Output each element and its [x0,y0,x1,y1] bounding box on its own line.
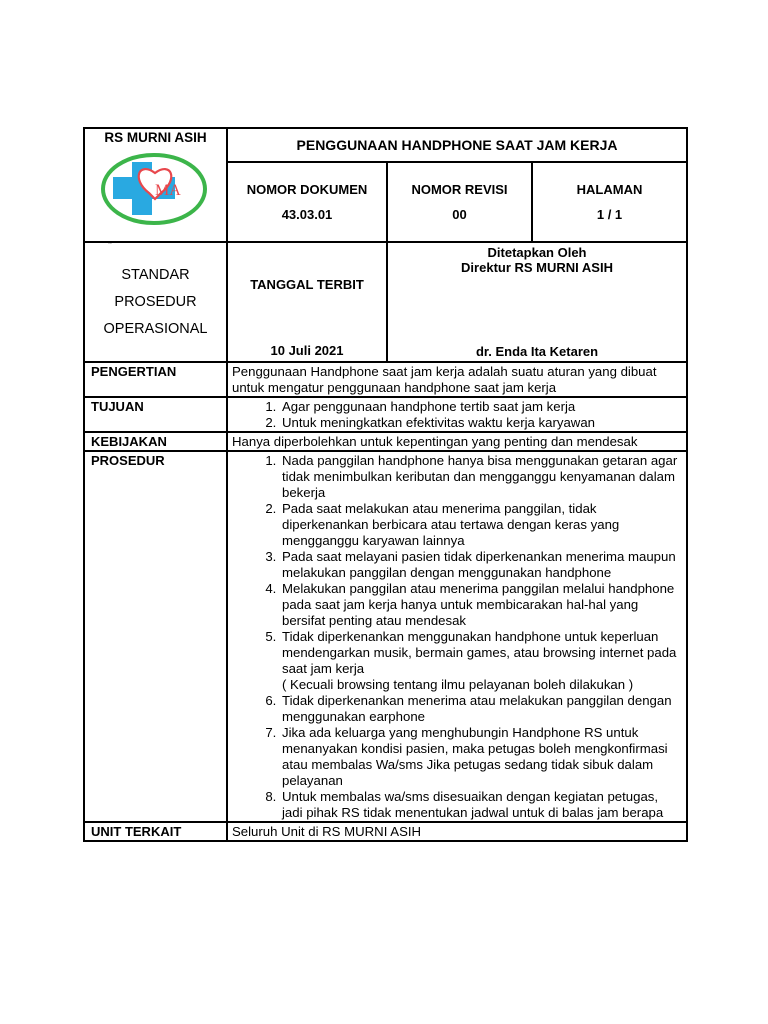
prosedur-list-cell [227,451,687,822]
director-name: dr. Enda Ita Ketaren [475,344,599,359]
issued-cell [227,242,387,362]
unit-terkait-label: UNIT TERKAIT [84,822,227,841]
list-item-note: ( Kecuali browsing tentang ilmu pelayanan boleh dilakukan ) [282,677,634,692]
kebijakan-text: Hanya diperbolehkan untuk kepentingan yang penting dan mendesak [227,432,687,451]
logo-cell [84,128,227,247]
doc-number-label: NOMOR DOKUMEN [246,182,368,197]
revision-cell [387,162,532,242]
list-item: 1. Agar penggunaan handphone tertib saat jam kerja [280,399,682,415]
tujuan-list-cell [227,397,687,432]
prosedur-list [232,453,682,821]
doc-number-cell [227,162,387,242]
list-item: 1. Nada panggilan handphone hanya bisa menggunakan getaran agar tidak menimbulkan keributan dan mengganggu kenyamanan dalam bekerja [280,453,682,501]
unit-terkait-text: Seluruh Unit di RS MURNI ASIH [227,822,687,841]
pengertian-text: Penggunaan Handphone saat jam kerja adalah suatu aturan yang dibuat untuk mengatur penggunaan handphone saat jam kerja [227,362,687,397]
trademark-mark: ™ [107,241,112,247]
revision-label: NOMOR REVISI [411,182,508,197]
pengertian-label: PENGERTIAN [84,362,227,397]
document-title: PENGGUNAAN HANDPHONE SAAT JAM KERJA [227,128,687,162]
hospital-logo [85,145,226,247]
list-item: 7. Jika ada keluarga yang menghubungin Handphone RS untuk menanyakan kondisi pasien, maka petugas boleh mengkonfirmasi atau membalas Wa/sms Jika petugas sedang tidak sibuk dalam pelayanan [280,725,682,789]
list-item: 4. Melakukan panggilan atau menerima panggilan melalui handphone pada saat jam kerja hanya untuk membicarakan hal-hal yang bersifat penting atau mendesak [280,581,682,629]
kebijakan-label: KEBIJAKAN [84,432,227,451]
tujuan-label: TUJUAN [84,397,227,432]
hospital-name: RS MURNI ASIH [104,130,207,145]
page-value: 1 / 1 [596,207,623,222]
approved-by-line: Ditetapkan Oleh [487,245,587,260]
approved-title-line: Direktur RS MURNI ASIH [461,260,613,275]
page-cell [532,162,687,242]
sop-line-2: PROSEDUR [114,293,197,310]
list-item: 3. Pada saat melayani pasien tidak diperkenankan menerima maupun melakukan panggilan dengan menggunakan handphone [280,549,682,581]
list-item [280,629,682,693]
list-item-text: Tidak diperkenankan menggunakan handphone untuk keperluan mendengarkan musik, bermain games, atau browsing internet pada saat jam kerja [282,629,677,676]
list-item: 6. Tidak diperkenankan menerima atau melakukan panggilan dengan menggunakan earphone [280,693,682,725]
list-item: 2. Pada saat melakukan atau menerima panggilan, tidak diperkenankan berbicara atau tertawa dengan keras yang mengganggu karyawan lainnya [280,501,682,549]
revision-value: 00 [452,207,467,222]
list-item: 8. Untuk membalas wa/sms disesuaikan dengan kegiatan petugas, jadi pihak RS tidak menentukan jadwal untuk di balas jam berapa [280,789,682,821]
sop-line-1: STANDAR [121,266,190,283]
tujuan-list [232,399,682,431]
approval-cell [387,242,687,362]
list-item: 2. Untuk meningkatkan efektivitas waktu kerja karyawan [280,415,682,431]
svg-text:MA: MA [155,182,181,199]
page-label: HALAMAN [576,182,643,197]
prosedur-label: PROSEDUR [84,451,227,822]
sop-document-table [83,127,688,842]
sop-label-cell [84,242,227,362]
issued-label: TANGGAL TERBIT [250,277,364,292]
doc-number-value: 43.03.01 [281,207,333,222]
issued-date: 10 Juli 2021 [270,343,344,358]
sop-line-3: OPERASIONAL [103,320,208,337]
